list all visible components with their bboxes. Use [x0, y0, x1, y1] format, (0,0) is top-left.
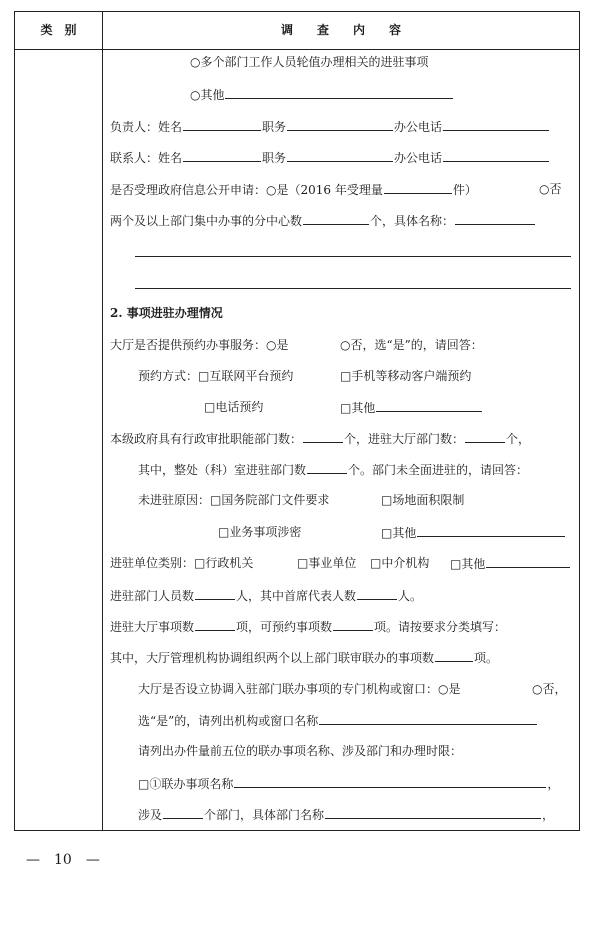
approval-dept-field[interactable] — [303, 430, 343, 443]
responsible-phone-label: 办公电话 — [394, 120, 443, 134]
column-divider — [102, 12, 103, 830]
coordination-window-yes[interactable]: 大厅是否设立协调入驻部门联办事项的专门机构或窗口：○是 — [138, 682, 461, 696]
appointment-mobile[interactable]: □手机等移动客户端预约 — [340, 369, 472, 383]
subcenter-row — [110, 212, 536, 229]
item-count-row — [110, 618, 506, 635]
appointable-count-label: 项，可预约事项数 — [236, 620, 333, 634]
header-content: 调 查 内 容 — [280, 23, 401, 37]
reason-other[interactable] — [381, 524, 566, 541]
joint-item-checkbox[interactable]: □①联办事项名称 — [138, 777, 234, 791]
option-other[interactable] — [190, 86, 454, 103]
whole-office-field[interactable] — [307, 461, 347, 474]
joint-item-name-row — [138, 775, 559, 792]
item-count-label: 进驻大厅事项数 — [110, 620, 195, 634]
involved-dept-name-label: 个部门，具体部门名称 — [204, 808, 325, 822]
reason-confidential[interactable]: □业务事项涉密 — [218, 525, 302, 539]
subcenter-name-line-3[interactable] — [135, 288, 571, 289]
reason-other-field[interactable] — [417, 524, 565, 537]
joint-item-name-field[interactable] — [234, 775, 546, 788]
appointment-service-no[interactable]: ○否，选“是”的，请回答： — [340, 338, 483, 352]
window-name-row — [138, 712, 538, 729]
staff-count-field[interactable] — [195, 587, 235, 600]
reason-space-limit[interactable]: □场地面积限制 — [381, 493, 465, 507]
window-name-label: 选“是”的，请列出机构或窗口名称 — [138, 714, 319, 728]
chief-rep-field[interactable] — [357, 587, 397, 600]
classify-instruction: 项。请按要求分类填写： — [374, 620, 507, 634]
approval-dept-label: 本级政府具有行政审批职能部门数： — [110, 432, 303, 446]
unit-type-other-label: □其他 — [450, 557, 486, 571]
contact-phone-field[interactable] — [443, 149, 549, 162]
contact-title-label: 职务 — [262, 151, 287, 165]
subcenter-name-label: 个，具体名称： — [370, 214, 455, 228]
appointment-other[interactable] — [340, 399, 483, 416]
joint-review-field[interactable] — [435, 649, 473, 662]
header-category: 类 别 — [40, 23, 77, 37]
acceptance-count-field[interactable] — [384, 181, 452, 194]
appointable-count-field[interactable] — [333, 618, 373, 631]
appointment-service-yes[interactable]: 大厅是否提供预约办事服务：○是 — [110, 338, 289, 352]
involved-dept-name-field[interactable] — [325, 806, 541, 819]
contact-phone-label: 办公电话 — [394, 151, 443, 165]
joint-review-row — [110, 649, 498, 666]
not-fully-stationed-label: 个。部门未全面进驻的，请回答： — [348, 463, 529, 477]
section-2-heading: 2. 事项进驻办理情况 — [110, 306, 223, 320]
unit-type-admin[interactable]: 进驻单位类别：□行政机关 — [110, 556, 254, 570]
unit-type-public[interactable]: □事业单位 — [297, 556, 357, 570]
unit-type-other-field[interactable] — [486, 555, 570, 568]
subcenter-name-line-2[interactable] — [135, 256, 571, 257]
staff-count-label: 进驻部门人员数 — [110, 589, 195, 603]
responsible-title-field[interactable] — [287, 118, 393, 131]
unit-type-agency[interactable]: □中介机构 — [370, 556, 430, 570]
page-number: — 10 — — [26, 852, 100, 868]
involved-count-field[interactable] — [163, 806, 203, 819]
responsible-person-row — [110, 118, 550, 135]
appointment-other-field[interactable] — [376, 399, 482, 412]
hall-dept-field[interactable] — [465, 430, 505, 443]
responsible-name-field[interactable] — [183, 118, 261, 131]
info-disclosure-no[interactable]: ○否 — [539, 182, 562, 196]
header-divider — [15, 49, 579, 50]
coordination-window-no[interactable]: ○否， — [532, 682, 567, 696]
involved-dept-row — [138, 806, 554, 823]
whole-office-row — [138, 461, 528, 478]
subcenter-count-field[interactable] — [303, 212, 369, 225]
subcenter-count-label: 两个及以上部门集中办事的分中心数 — [110, 214, 303, 228]
reason-other-label: □其他 — [381, 526, 417, 540]
info-disclosure-row — [110, 181, 477, 198]
staff-count-row — [110, 587, 422, 604]
involved-comma: ， — [542, 808, 555, 822]
item-count-field[interactable] — [195, 618, 235, 631]
joint-review-unit: 项。 — [474, 651, 499, 665]
option-other-label: ○其他 — [190, 88, 225, 102]
appointment-phone[interactable]: □电话预约 — [204, 400, 264, 414]
reason-state-council[interactable]: 未进驻原因：□国务院部门文件要求 — [138, 493, 330, 507]
involved-label: 涉及 — [138, 808, 163, 822]
whole-office-label: 其中，整处（科）室进驻部门数 — [138, 463, 307, 477]
approval-dept-row — [110, 430, 530, 447]
responsible-name-label: 负责人：姓名 — [110, 120, 183, 134]
contact-title-field[interactable] — [287, 149, 393, 162]
acceptance-unit-label: 件） — [452, 183, 477, 197]
contact-name-field[interactable] — [183, 149, 261, 162]
info-disclosure-yes[interactable]: 是否受理政府信息公开申请：○是（2016 年受理量 — [110, 183, 383, 197]
contact-name-label: 联系人：姓名 — [110, 151, 183, 165]
contact-person-row — [110, 149, 550, 166]
hall-dept-label: 个，进驻大厅部门数： — [344, 432, 465, 446]
other-blank[interactable] — [225, 86, 453, 99]
hall-dept-unit: 个， — [506, 432, 531, 446]
appointment-internet[interactable]: 预约方式：□互联网平台预约 — [138, 369, 294, 383]
top-five-instruction: 请列出办件量前五位的联办事项名称、涉及部门和办理时限： — [138, 744, 463, 758]
subcenter-name-field[interactable] — [455, 212, 535, 225]
responsible-title-label: 职务 — [262, 120, 287, 134]
responsible-phone-field[interactable] — [443, 118, 549, 131]
unit-type-other[interactable] — [450, 555, 571, 572]
chief-rep-unit: 人。 — [398, 589, 423, 603]
option-rotation[interactable]: ○多个部门工作人员轮值办理相关的进驻事项 — [190, 55, 429, 69]
joint-review-label: 其中，大厅管理机构协调组织两个以上部门联审联办的事项数 — [110, 651, 435, 665]
joint-item-comma: ， — [547, 777, 560, 791]
appointment-other-label: □其他 — [340, 401, 376, 415]
chief-rep-label: 人，其中首席代表人数 — [236, 589, 357, 603]
window-name-field[interactable] — [319, 712, 537, 725]
